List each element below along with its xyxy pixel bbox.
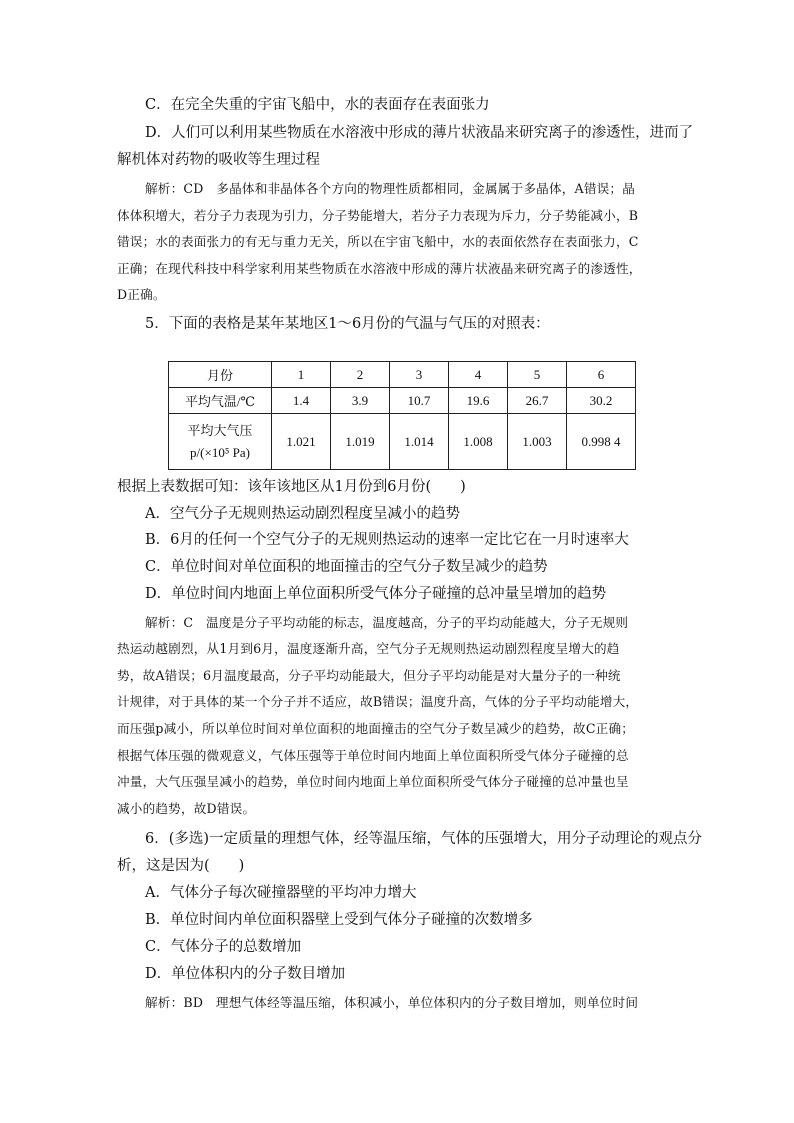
q5-answer-line: 势，故A错误；6月温度最高，分子平均动能最大，但分子平均动能是对大量分子的一种统 <box>117 668 621 683</box>
q5-answer-line: 而压强p减小，所以单位时间对单位面积的地面撞击的空气分子数呈减少的趋势，故C正确； <box>117 721 635 736</box>
table-row-label: 平均气温/℃ <box>169 388 272 414</box>
q6-stem-cont: 析，这是因为( ) <box>117 858 245 874</box>
table-cell: 30.2 <box>567 388 636 414</box>
table-cell: 1.4 <box>272 388 331 414</box>
table-row-label <box>169 414 272 470</box>
q5-option-d: D．单位时间内地面上单位面积所受气体分子碰撞的总冲量呈增加的趋势 <box>145 586 607 602</box>
table-row <box>169 362 636 388</box>
table-cell: 1.021 <box>272 414 331 470</box>
q6-option-c: C．气体分子的总数增加 <box>145 939 302 955</box>
q5-option-b: B．6月的任何一个空气分子的无规则热运动的速率一定比它在一月时速率大 <box>145 532 629 548</box>
q5-answer-line: 热运动越剧烈，从1月到6月，温度逐渐升高，空气分子无规则热运动剧烈程度呈增大的趋 <box>117 641 620 656</box>
q5-answer-line: 减小的趋势，故D错误。 <box>117 801 256 816</box>
table-cell: 19.6 <box>449 388 508 414</box>
q4-option-c: C．在完全失重的宇宙飞船中，水的表面存在表面张力 <box>145 97 490 113</box>
q6-stem: 6．(多选)一定质量的理想气体，经等温压缩，气体的压强增大，用分子动理论的观点分 <box>145 831 703 847</box>
table-cell: 1.019 <box>331 414 390 470</box>
q5-stem: 5．下面的表格是某年某地区1～6月份的气温与气压的对照表： <box>145 316 550 332</box>
table-cell: 10.7 <box>390 388 449 414</box>
table-cell: 1.003 <box>508 414 567 470</box>
q4-answer-line: 体体积增大，若分子力表现为引力，分子势能增大，若分子力表现为斥力，分子势能减小，B <box>117 208 639 223</box>
q5-answer-line: 计规律，对于具体的某一个分子并不适应，故B错误；温度升高，气体的分子平均动能增大， <box>117 694 639 709</box>
pressure-label-line: 平均大气压 <box>187 422 253 438</box>
q5-option-a: A．空气分子无规则热运动剧烈程度呈减小的趋势 <box>145 506 460 522</box>
table-row <box>169 388 636 414</box>
table-cell: 1.014 <box>390 414 449 470</box>
q5-answer-line: 解析：C 温度是分子平均动能的标志，温度越高，分子的平均动能越大，分子无规则 <box>145 615 629 630</box>
q6-answer-line: 解析：BD 理想气体经等温压缩，体积减小，单位体积内的分子数目增加，则单位时间 <box>145 995 639 1010</box>
q4-option-d-cont: 解机体对药物的吸收等生理过程 <box>117 152 320 168</box>
table-header-cell: 1 <box>272 362 331 388</box>
table-cell: 26.7 <box>508 388 567 414</box>
pressure-label-unit: p/(×10⁵ Pa) <box>190 444 250 460</box>
temperature-pressure-table <box>168 361 636 470</box>
q5-answer-line: 冲量，大气压强呈减小的趋势，单位时间内地面上单位面积所受气体分子碰撞的总冲量也呈 <box>117 774 629 789</box>
table-header-cell: 4 <box>449 362 508 388</box>
q5-answer-line: 根据气体压强的微观意义，气体压强等于单位时间内地面上单位面积所受气体分子碰撞的总 <box>117 748 629 763</box>
table-row <box>169 414 636 470</box>
q6-option-a: A．气体分子每次碰撞器壁的平均冲力增大 <box>145 885 417 901</box>
q4-answer-line: D正确。 <box>117 287 166 302</box>
table-header-cell: 2 <box>331 362 390 388</box>
table-cell: 3.9 <box>331 388 390 414</box>
table-header-cell: 3 <box>390 362 449 388</box>
table-header-cell: 5 <box>508 362 567 388</box>
table-header-cell: 6 <box>567 362 636 388</box>
table-cell: 1.008 <box>449 414 508 470</box>
q5-lead: 根据上表数据可知：该年该地区从1月份到6月份( ) <box>117 479 466 495</box>
q6-option-d: D．单位体积内的分子数目增加 <box>145 966 346 982</box>
q4-answer-line: 正确；在现代科技中科学家利用某些物质在水溶液中形成的薄片状液晶来研究离子的渗透性， <box>117 261 642 276</box>
q4-option-d: D．人们可以利用某些物质在水溶液中形成的薄片状液晶来研究离子的渗透性，进而了 <box>145 125 694 141</box>
q5-option-c: C．单位时间对单位面积的地面撞击的空气分子数呈减少的趋势 <box>145 559 548 575</box>
table-header-cell: 月份 <box>169 362 272 388</box>
table-cell: 0.998 4 <box>567 414 636 470</box>
q4-answer-line: 错误；水的表面张力的有无与重力无关，所以在宇宙飞船中，水的表面依然存在表面张力，C <box>117 234 639 249</box>
q4-answer-line: 解析：CD 多晶体和非晶体各个方向的物理性质都相同，金属属于多晶体，A错误；晶 <box>145 181 636 196</box>
q6-option-b: B．单位时间内单位面积器壁上受到气体分子碰撞的次数增多 <box>145 912 533 928</box>
